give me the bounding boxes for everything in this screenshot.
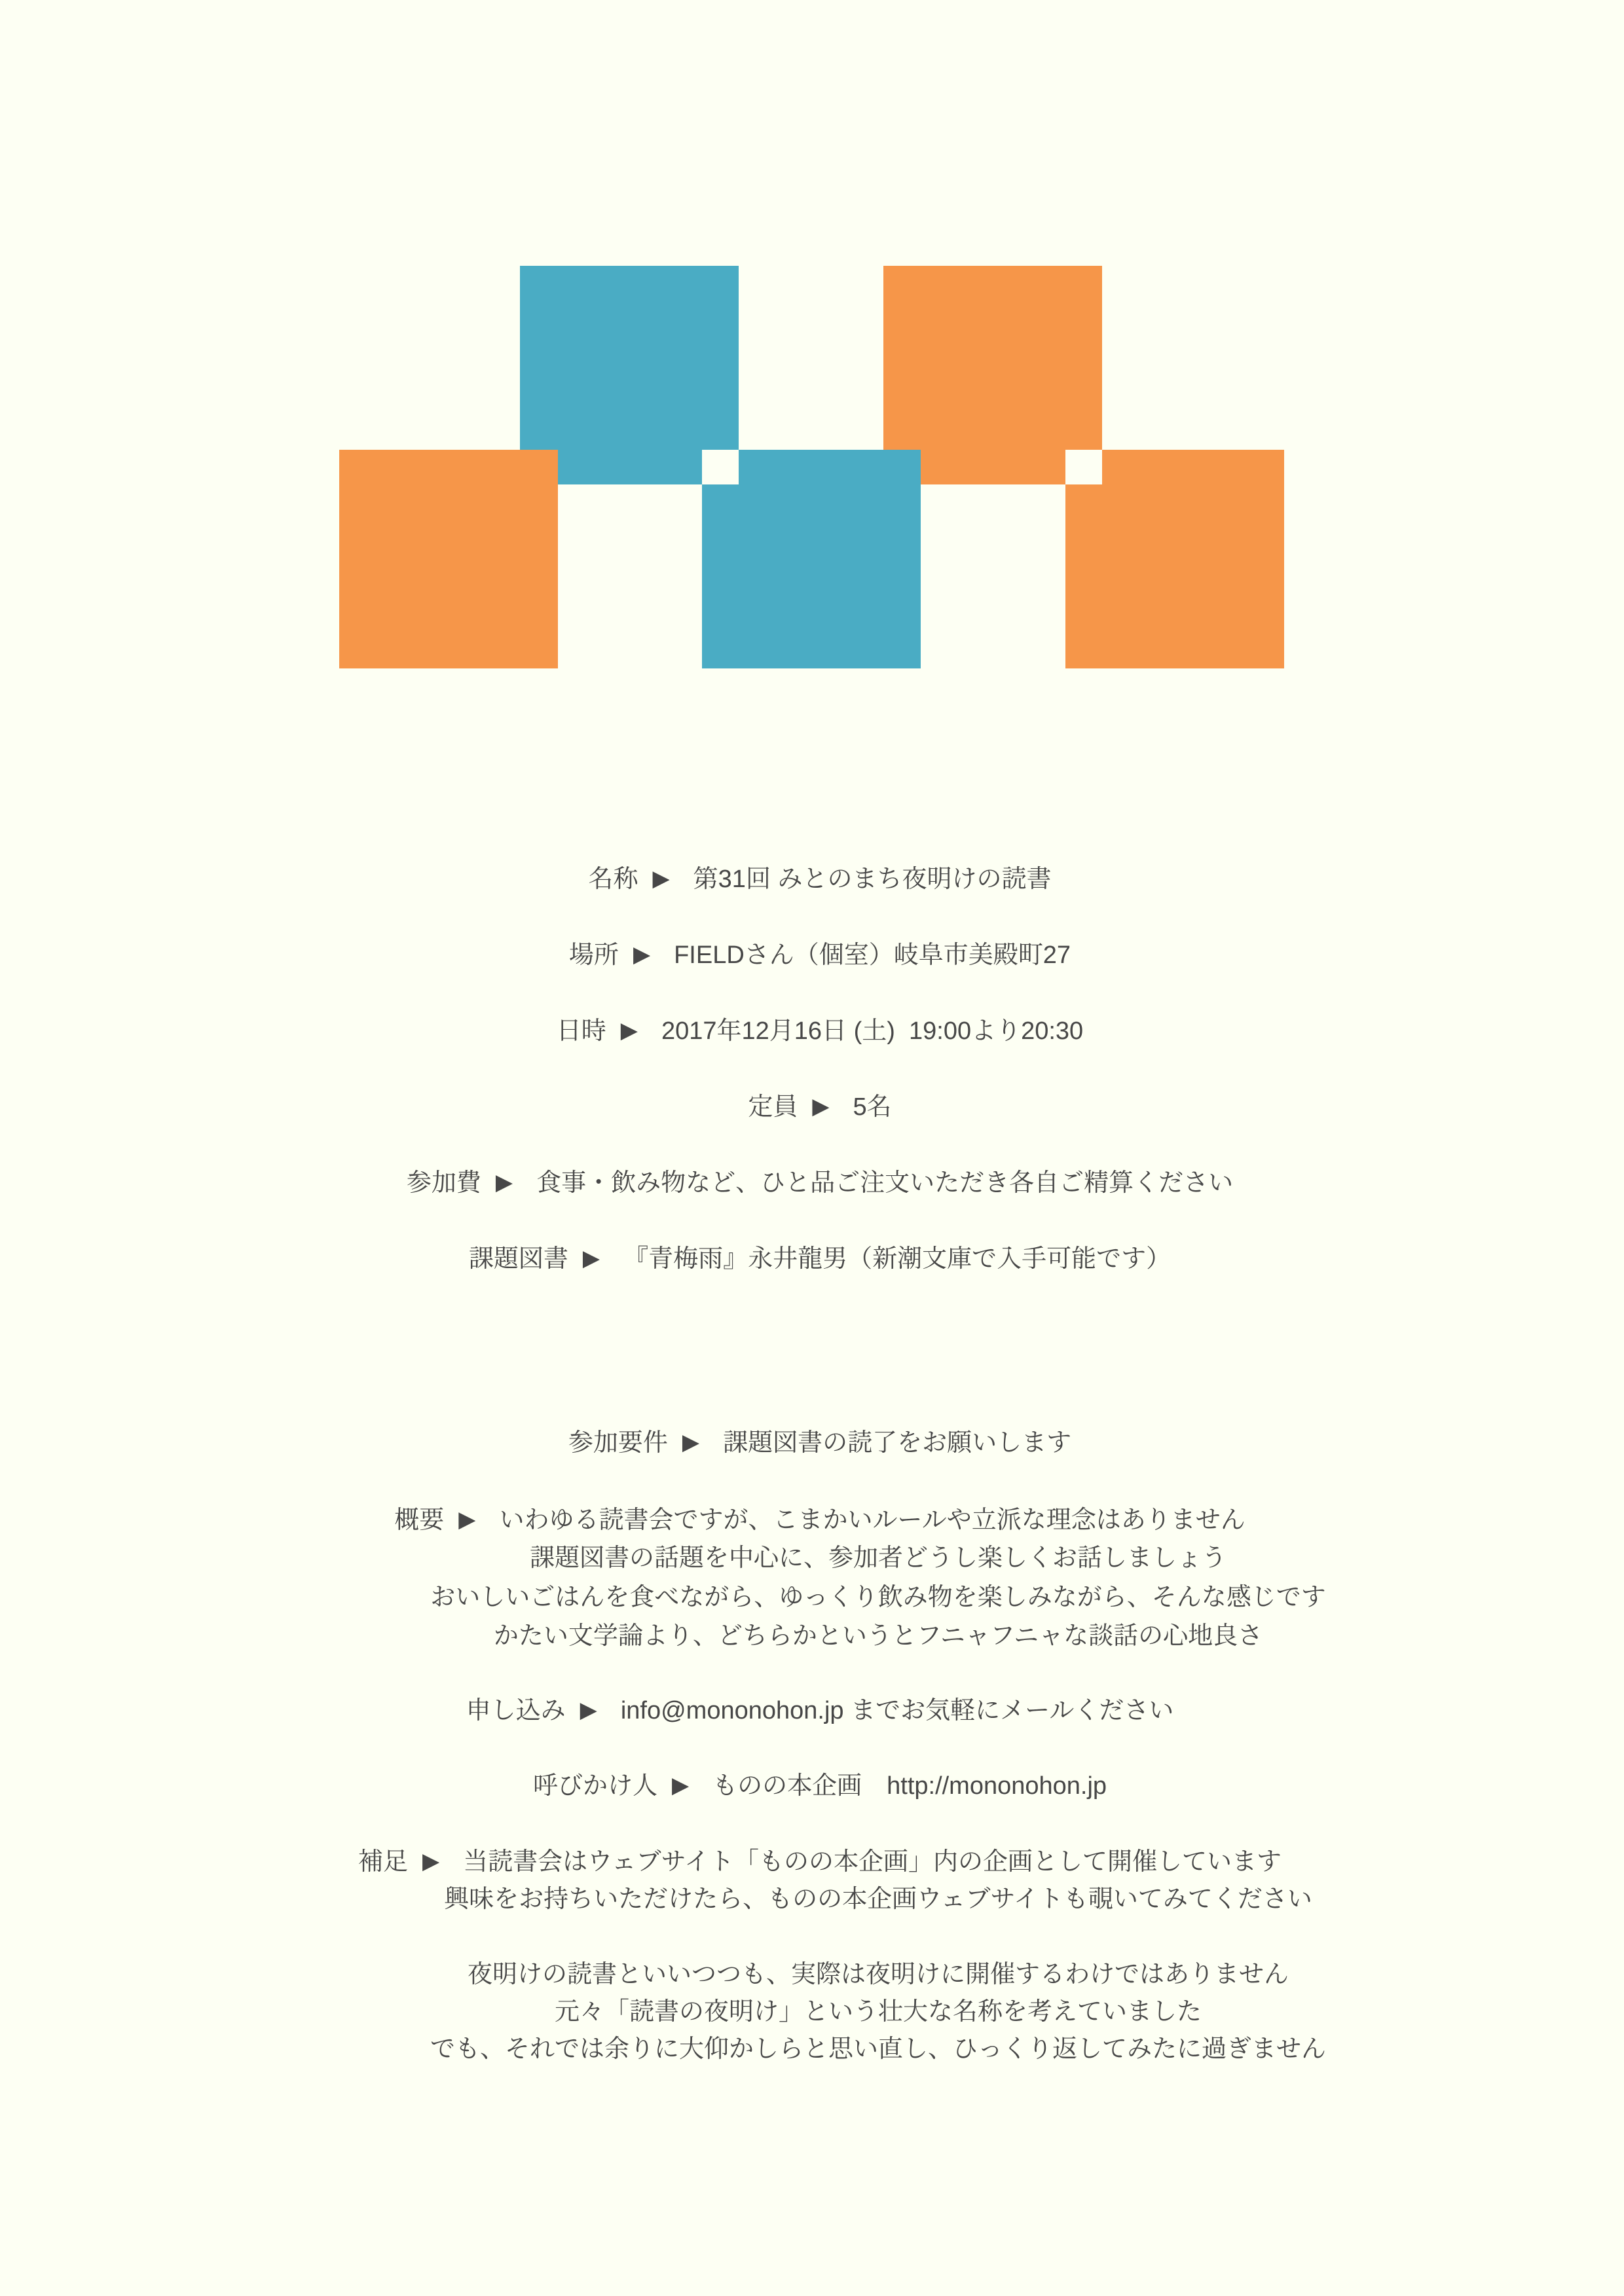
arrow-icon: ▶ [582,1246,600,1271]
field-label: 定員 [748,1093,798,1121]
field-label: 課題図書 [468,1245,568,1273]
note-continuation-line: でも、それでは余りに大仰かしらと思い直し、ひっくり返してみたに過ぎません [430,2035,1326,2063]
arrow-icon: ▶ [633,942,651,967]
field-label: 申し込み [466,1697,566,1724]
field-value: 第31回 みとのまち夜明けの読書 [693,866,1052,893]
field-label: 概要 [394,1506,445,1534]
field-value: いわゆる読書会ですが、こまかいルールや立派な理念はありません [499,1506,1246,1534]
field-value: 『青梅雨』永井龍男（新潮文庫で入手可能です） [623,1245,1172,1273]
field-value: 課題図書の読了をお願いします [723,1429,1072,1457]
field-label: 参加要件 [568,1429,668,1457]
field-line-note [8,1842,1624,1882]
arrow-icon: ▶ [812,1094,830,1119]
field-value: ものの本企画 http://mononohon.jp [712,1772,1107,1800]
field-value: info@mononohon.jp までお気軽にメールください [620,1697,1174,1724]
field-label: 日時 [556,1017,606,1045]
note-continuation-line: 夜明けの読書といいつつも、実際は夜明けに開催するわけではありません [467,1961,1289,1988]
outline-continuation-line: 課題図書の話題を中心に、参加者どうし楽しくお話しましょう [529,1544,1227,1572]
field-line-place [8,936,1624,975]
note-continuation-line: 興味をお持ちいただけたら、ものの本企画ウェブサイトも覗いてみてください [444,1886,1312,1913]
logo-notch-teal-overlap [702,450,739,484]
arrow-icon: ▶ [652,866,670,891]
field-value: 2017年12月16日 (土) 19:00より20:30 [661,1017,1084,1045]
logo-notch-orange-overlap [1065,450,1102,484]
field-value: 食事・飲み物など、ひと品ご注文いただき各自ご精算ください [536,1169,1234,1197]
field-line-requirement [8,1423,1624,1463]
field-line-organizer [8,1766,1624,1806]
field-value: 5名 [853,1093,892,1121]
arrow-icon: ▶ [682,1430,700,1455]
arrow-icon: ▶ [671,1773,690,1798]
logo-square-orange-left [339,450,558,668]
arrow-icon: ▶ [620,1018,638,1043]
field-line-apply [8,1691,1624,1731]
field-line-capacity [8,1087,1624,1127]
arrow-icon: ▶ [422,1849,440,1874]
note-continuation-line: 元々「読書の夜明け」という壮大な名称を考えていました [554,1998,1202,2026]
field-line-fee [8,1163,1624,1203]
field-line-book [8,1239,1624,1279]
field-label: 場所 [568,941,619,969]
outline-continuation-line: かたい文学論より、どちらかというとフニャフニャな談話の心地良さ [493,1622,1263,1650]
field-line-outline [8,1501,1624,1540]
arrow-icon: ▶ [580,1698,597,1722]
arrow-icon: ▶ [458,1507,476,1532]
field-line-datetime [8,1011,1624,1051]
arrow-icon: ▶ [495,1170,513,1195]
field-label: 名称 [588,866,638,893]
field-value: 当読書会はウェブサイト「ものの本企画」内の企画として開催しています [463,1848,1282,1876]
field-line-name [8,860,1624,900]
field-value: FIELDさん（個室）岐阜市美殿町27 [674,941,1071,969]
field-label: 補足 [358,1848,409,1876]
field-label: 参加費 [406,1169,481,1197]
outline-continuation-line: おいしいごはんを食べながら、ゆっくり飲み物を楽しみながら、そんな感じです [430,1584,1326,1611]
field-label: 呼びかけ人 [532,1772,657,1800]
